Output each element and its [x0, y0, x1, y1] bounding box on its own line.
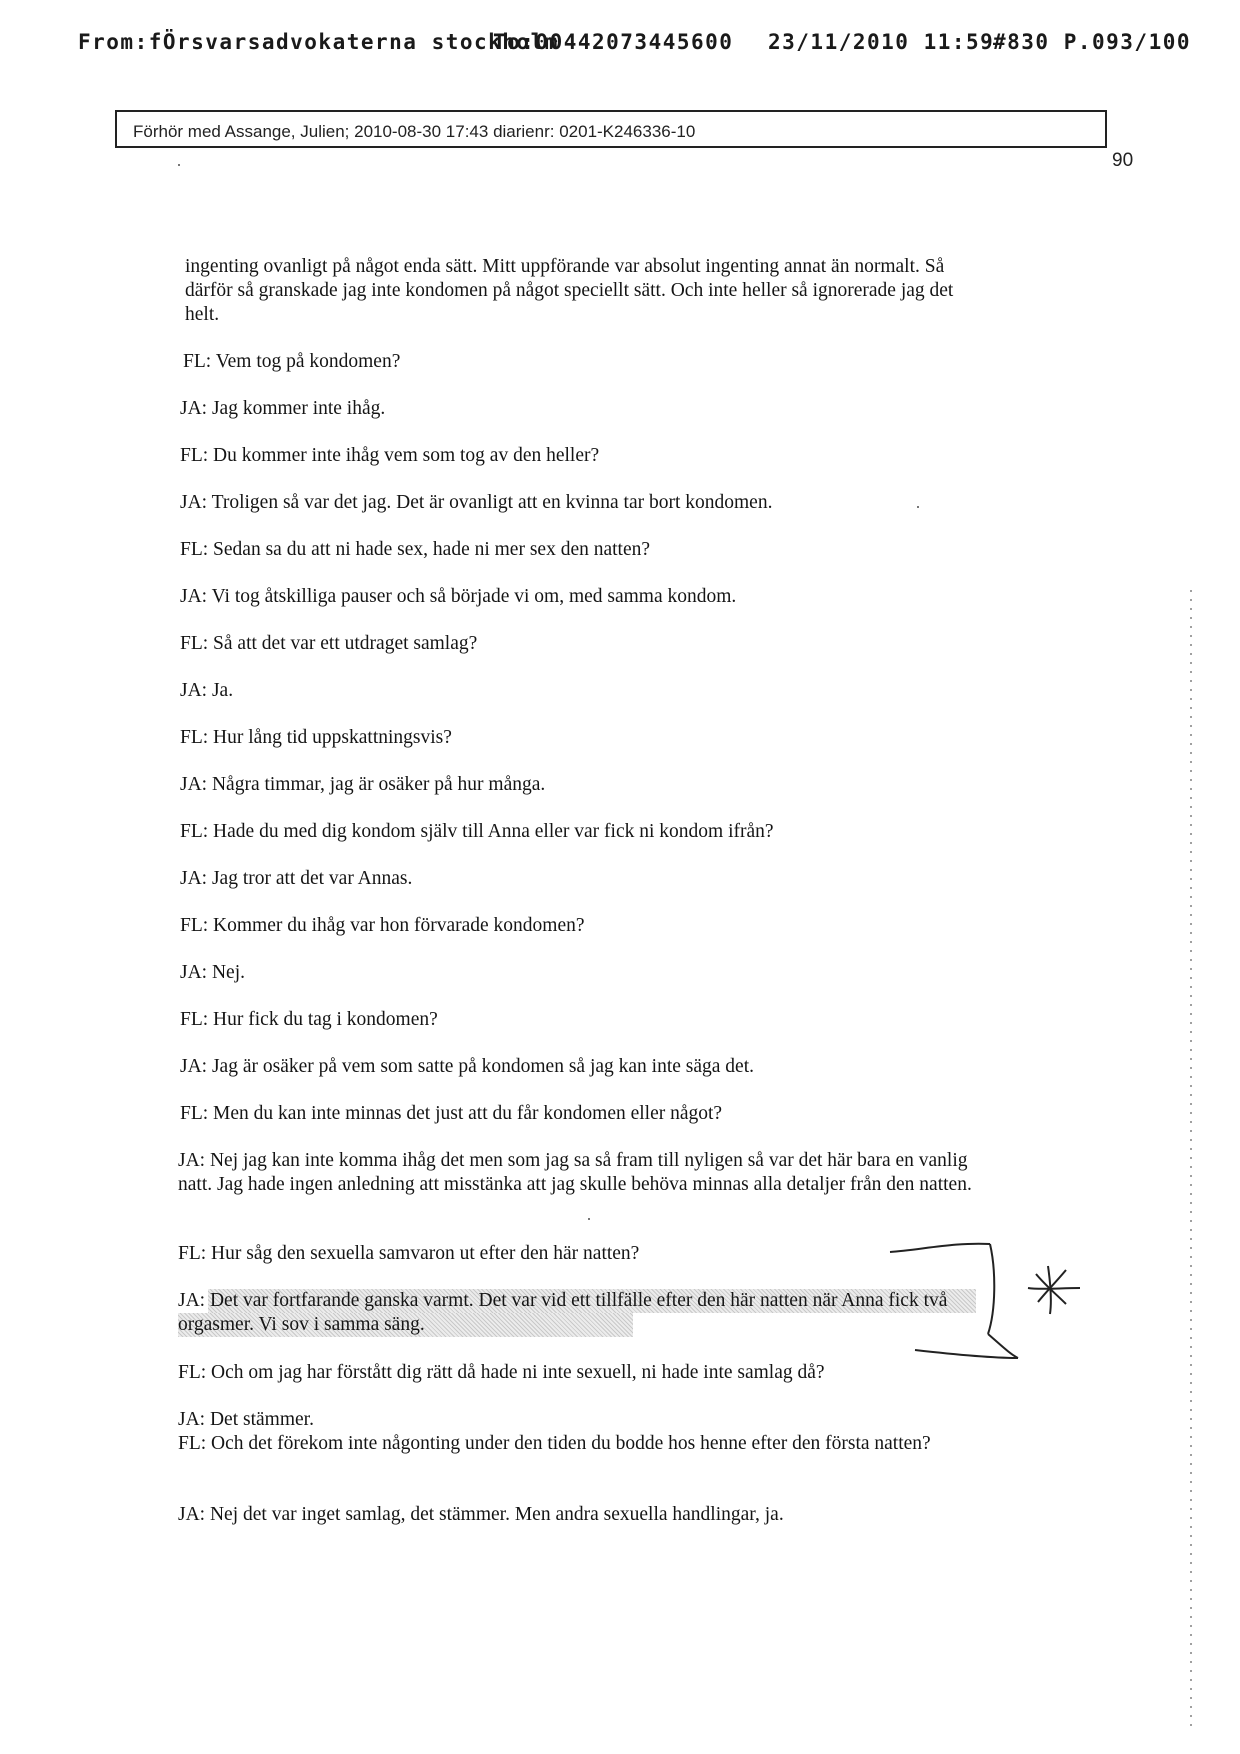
fax-page-indicator: #830 P.093/100 — [993, 30, 1192, 54]
transcript-paragraph: FL: Sedan sa du att ni hade sex, hade ni mer sex den natten? — [180, 539, 651, 560]
fax-header — [78, 30, 1192, 60]
transcript-paragraph: FL: Vem tog på kondomen? — [183, 351, 401, 372]
transcript-paragraph: FL: Men du kan inte minnas det just att du får kondomen eller något? — [180, 1103, 723, 1124]
transcript-paragraph: JA: Troligen så var det jag. Det är ovanligt att en kvinna tar bort kondomen. — [180, 492, 773, 513]
transcript-paragraph: JA: Några timmar, jag är osäker på hur många. — [180, 774, 546, 795]
transcript-paragraph: ingenting ovanligt på något enda sätt. Mitt uppförande var absolut ingenting annat än normalt. Så därför så granskade jag inte kondomen på något speciellt sätt. Och inte heller så ignorerade jag det helt. — [185, 256, 954, 325]
annotation-bracket — [988, 1244, 994, 1334]
scan-speck — [588, 1218, 590, 1220]
annotation-stroke-bottom — [915, 1350, 1018, 1358]
transcript-paragraph: FL: Hade du med dig kondom själv till Anna eller var fick ni kondom ifrån? — [180, 821, 774, 842]
transcript-paragraph: FL: Hur såg den sexuella samvaron ut efter den här natten? — [178, 1243, 640, 1264]
transcript-paragraph: JA: Det stämmer. — [178, 1409, 314, 1430]
scan-edge-artifact — [1190, 590, 1192, 1730]
transcript-paragraph: FL: Och om jag har förstått dig rätt då hade ni inte sexuell, ni hade inte samlag då? — [178, 1362, 825, 1383]
scan-speck — [178, 164, 180, 166]
annotation-stroke-top — [890, 1244, 990, 1252]
transcript-paragraph: FL: Hur fick du tag i kondomen? — [180, 1009, 438, 1030]
transcript-paragraph: JA: Nej jag kan inte komma ihåg det men som jag sa så fram till nyligen så var det här bara en vanlig natt. Jag hade ingen anledning att misstänka att jag skulle behöva minnas alla detaljer från den natten. — [178, 1150, 972, 1195]
page-number: 90 — [1112, 150, 1134, 171]
transcript-paragraph: JA: Jag är osäker på vem som satte på kondomen så jag kan inte säga det. — [180, 1056, 755, 1077]
annotation-bracket-tail — [988, 1334, 1018, 1358]
transcript-paragraph: JA: Nej det var inget samlag, det stämmer. Men andra sexuella handlingar, ja. — [178, 1504, 784, 1525]
record-header-box — [115, 110, 1107, 148]
transcript-paragraph: FL: Kommer du ihåg var hon förvarade kondomen? — [180, 915, 585, 936]
transcript-paragraph: JA: Ja. — [180, 680, 234, 701]
transcript-paragraph: JA: Nej. — [180, 962, 245, 983]
transcript-paragraph: JA: Vi tog åtskilliga pauser och så började vi om, med samma kondom. — [180, 586, 737, 607]
transcript-paragraph: FL: Hur lång tid uppskattningsvis? — [180, 727, 452, 748]
handwritten-annotation — [880, 1230, 1100, 1370]
transcript-paragraph-highlighted: JA: Det var fortfarande ganska varmt. Det var vid ett tillfälle efter den här natten när Anna fick två orgasmer. Vi sov i samma säng. — [178, 1290, 948, 1335]
transcript-paragraph: JA: Jag tror att det var Annas. — [180, 868, 413, 889]
fax-sender: From:fÖrsvarsadvokaterna stockholm — [78, 30, 559, 54]
asterisk-scribble-icon — [1028, 1266, 1080, 1314]
fax-datetime: 23/11/2010 11:59 — [768, 30, 995, 54]
transcript-paragraph: FL: Så att det var ett utdraget samlag? — [180, 633, 478, 654]
transcript-paragraph: FL: Och det förekom inte någonting under den tiden du bodde hos henne efter den första natten? — [178, 1433, 931, 1454]
transcript-paragraph: JA: Jag kommer inte ihåg. — [180, 398, 386, 419]
record-title: Förhör med Assange, Julien; 2010-08-30 17:43 diarienr: 0201-K246336-10 — [133, 122, 696, 141]
transcript-paragraph: FL: Du kommer inte ihåg vem som tog av den heller? — [180, 445, 600, 466]
fax-recipient: To:00442073445600 — [493, 30, 734, 54]
